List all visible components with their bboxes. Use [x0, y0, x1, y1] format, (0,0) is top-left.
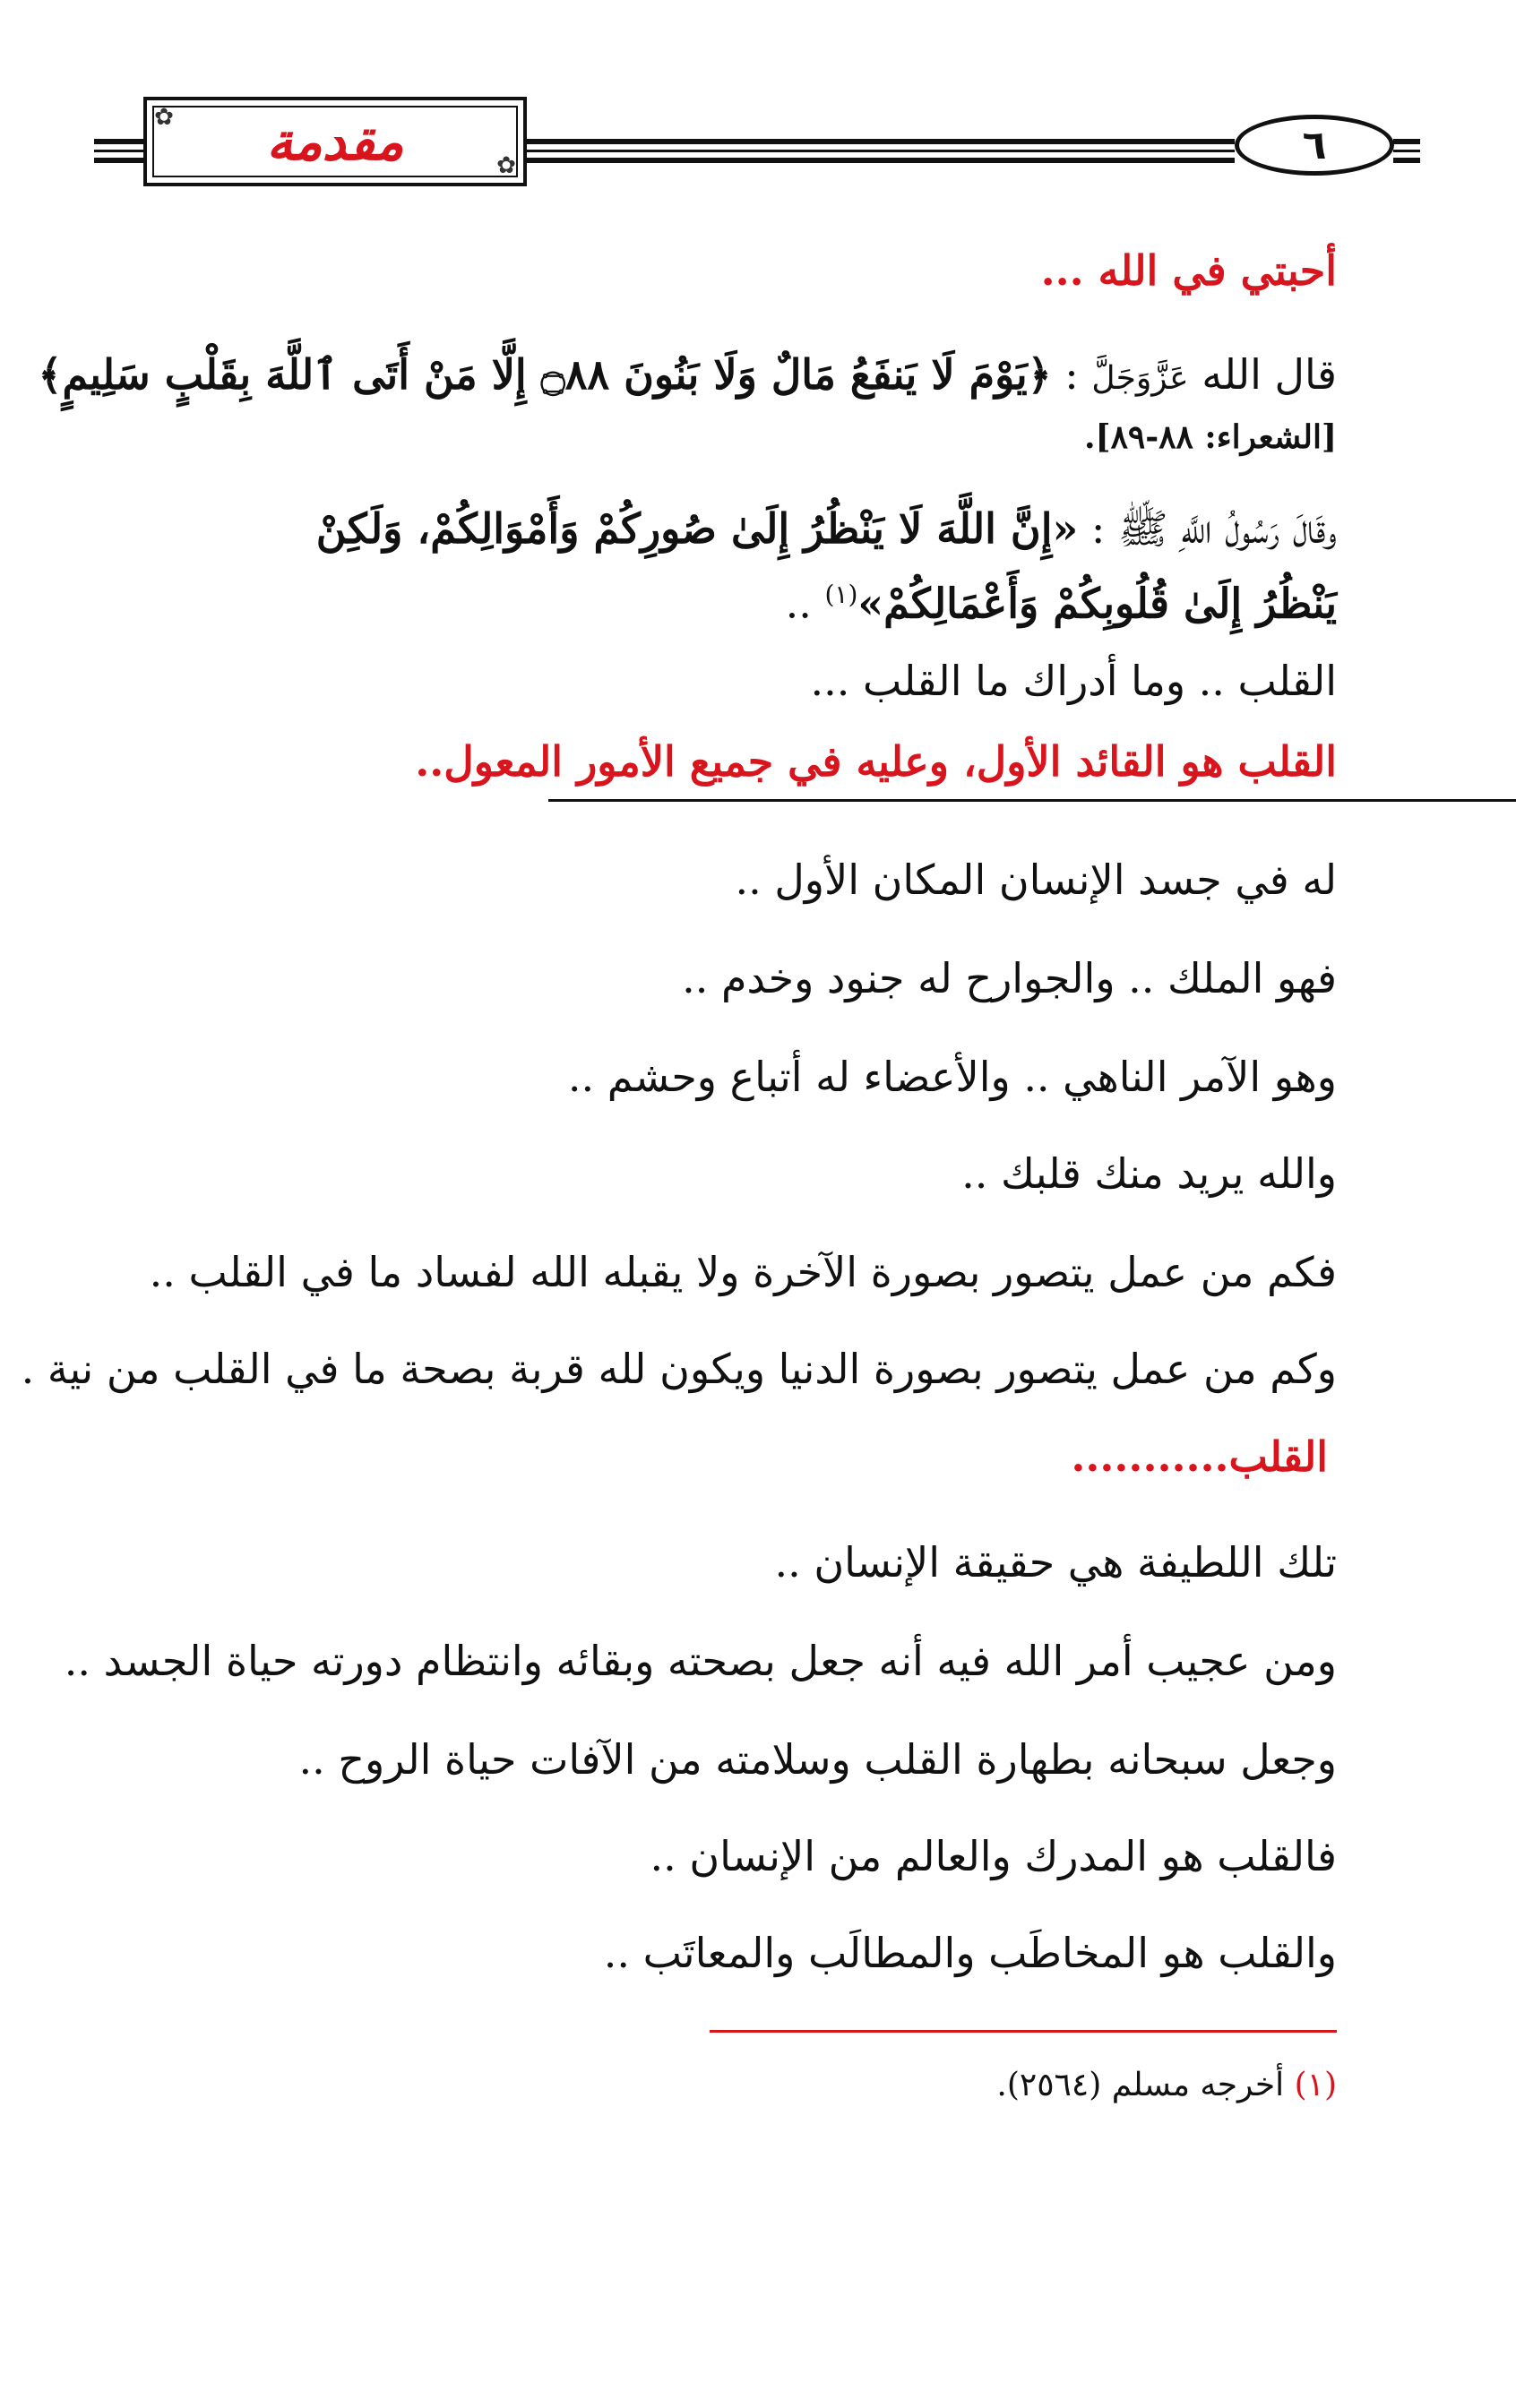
paragraph: ومن عجيب أمر الله فيه أنه جعل بصحته وبقائه وانتظام دورته حياة الجسد ..	[64, 1637, 1337, 1685]
chapter-title-box	[143, 97, 527, 186]
paragraph: فكم من عمل يتصور بصورة الآخرة ولا يقبله الله لفساد ما في القلب ..	[149, 1248, 1337, 1296]
paragraph: وجعل سبحانه بطهارة القلب وسلامته من الآفات حياة الروح ..	[298, 1735, 1337, 1784]
heading-qalb: القلب...........	[1071, 1432, 1328, 1481]
page-number: ٦	[1235, 115, 1394, 176]
hadith-intro: وقَالَ رَسُولُ اللَّهِ ﷺ :	[1090, 504, 1337, 553]
line-qalb: القلب .. وما أدراك ما القلب ...	[810, 657, 1337, 705]
quran-reference: [الشعراء: ٨٨-٨٩].	[1084, 418, 1337, 456]
footnote-text: أخرجه مسلم (٢٥٦٤).	[996, 2067, 1285, 2103]
paragraph: تلك اللطيفة هي حقيقة الإنسان ..	[774, 1538, 1337, 1587]
chapter-title: مقدمة	[266, 111, 404, 172]
paragraph: فهو الملك .. والجوارح له جنود وخدم ..	[682, 954, 1337, 1002]
paragraph: والله يريد منك قلبك ..	[961, 1149, 1337, 1198]
footnote	[99, 2059, 1337, 2112]
footnote-number: (١)	[1294, 2067, 1337, 2103]
hadith-text-2: يَنْظُرُ إِلَىٰ قُلُوبِكُمْ وَأَعْمَالِكُمْ»	[857, 579, 1337, 628]
quran-intro: قال الله	[1202, 350, 1337, 399]
floral-ornament-icon: ✿	[496, 152, 516, 179]
header-rule-right	[1393, 139, 1420, 168]
header-rule-middle	[527, 139, 1235, 168]
footnote-separator	[710, 2030, 1337, 2033]
heading-qalb-qaid: القلب هو القائد الأول، وعليه في جميع الأمور المعول..	[415, 737, 1337, 786]
paragraph: وكم من عمل يتصور بصورة الدنيا ويكون لله قربة بصحة ما في القلب من نية .	[21, 1345, 1337, 1393]
hadith-line-1	[0, 502, 1337, 555]
paragraph: وهو الآمر الناهي .. والأعضاء له أتباع وحشم ..	[567, 1053, 1337, 1101]
quran-verse: ﴿يَوْمَ لَا يَنفَعُ مَالٌ وَلَا بَنُونَ ۝٨٨ إِلَّا مَنْ أَتَى ٱللَّهَ بِقَلْبٍ سَلِيمٍ﴾	[38, 350, 1052, 399]
page-header	[0, 0, 1516, 215]
azza-wajal: عَزَّوَجَلَّ	[1091, 360, 1189, 397]
heading-ahibbati: أحبتي في الله ...	[1040, 246, 1337, 295]
paragraph: فالقلب هو المدرك والعالم من الإنسان ..	[650, 1832, 1337, 1880]
paragraph: والقلب هو المخاطَب والمطالَب والمعاتَب ..	[603, 1929, 1337, 1977]
paragraph: له في جسد الإنسان المكان الأول ..	[735, 856, 1337, 904]
footnote-marker[interactable]: (١)	[824, 580, 858, 609]
header-rule-left	[94, 139, 143, 168]
hadith-text-1: «إِنَّ اللَّهَ لَا يَنْظُرُ إِلَىٰ صُورِكُمْ وَأَمْوَالِكُمْ، وَلَكِنْ	[315, 504, 1079, 553]
floral-ornament-icon: ✿	[154, 104, 174, 131]
heading-underline	[548, 799, 1516, 802]
quran-line: قال الله عَزَّوَجَلَّ : ﴿يَوْمَ لَا يَنفَعُ مَالٌ وَلَا بَنُونَ ۝٨٨ إِلَّا مَنْ أَتَى ٱللَّهَ بِقَلْبٍ سَلِيمٍ﴾	[38, 350, 1337, 399]
hadith-line-2	[0, 568, 1337, 630]
hadith-end: ..	[785, 579, 812, 628]
